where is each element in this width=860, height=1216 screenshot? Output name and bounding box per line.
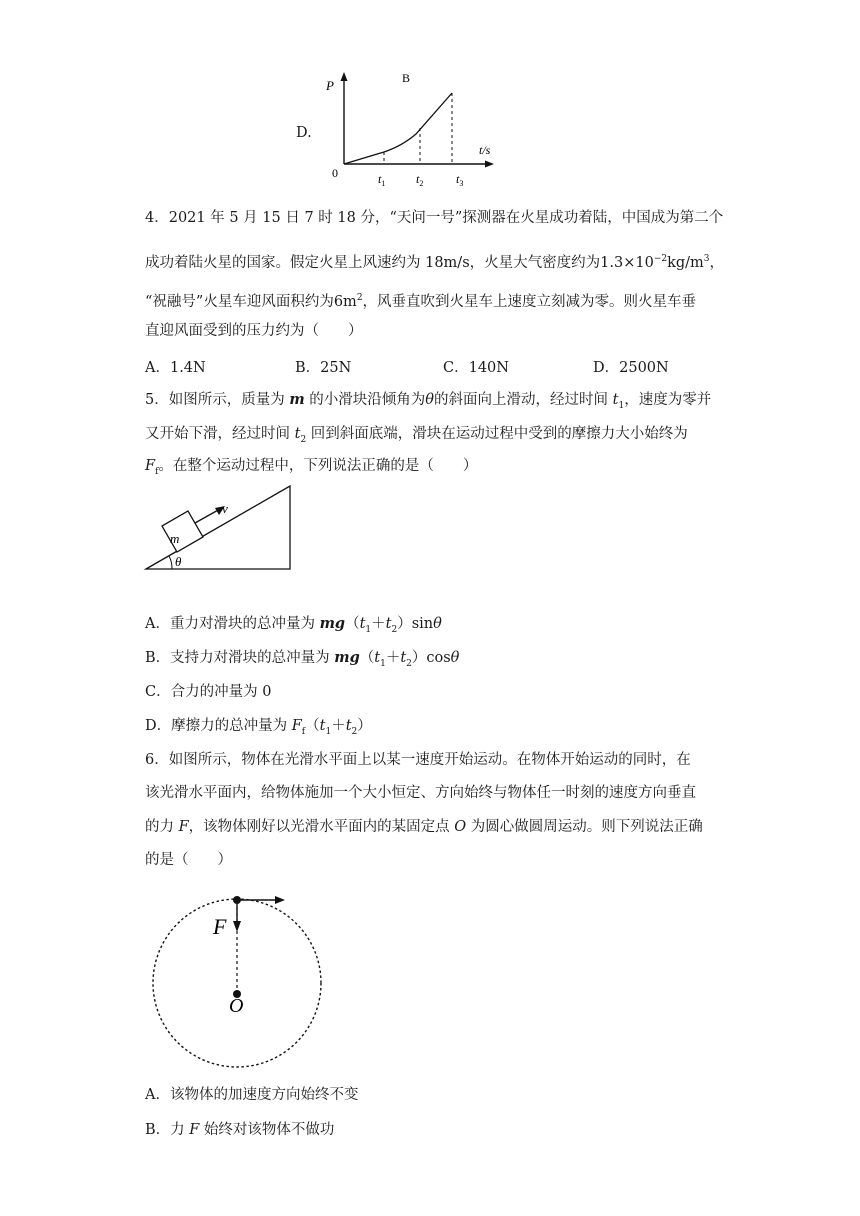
origin-label: 0 — [332, 166, 338, 180]
center-label: O — [229, 995, 244, 1017]
power-time-graph — [320, 66, 510, 194]
power-curve — [344, 93, 452, 164]
density-value: 1.3×10 — [600, 254, 654, 271]
moving-object — [233, 896, 241, 904]
q6-option-a: A．该物体的加速度方向始终不变 — [145, 1087, 359, 1103]
angle-label: θ — [175, 554, 182, 569]
q4-option-c: C．140N — [443, 360, 509, 376]
tick-t1: $t_1$ — [378, 172, 386, 188]
q6-line-2: 该光滑水平面内，给物体施加一个大小恒定、方向始终与物体任一时刻的速度方向垂直 — [145, 785, 696, 801]
q5-option-c: C．合力的冲量为 0 — [145, 684, 272, 700]
option-d-label: D. — [296, 125, 312, 141]
q4-line-2: 成功着陆火星的国家。假定火星上风速约为 18m/s，火星大气密度约为$1.3\times 10^{-2}kg/m^3$， — [145, 254, 725, 271]
y-axis-label: P — [326, 78, 334, 93]
q4-option-d: D．2500N — [593, 360, 669, 376]
tick-t2: $t_2$ — [416, 172, 424, 188]
q4-option-b: B．25N — [295, 360, 352, 376]
q4-line-4: 直迎风面受到的压力约为（ ） — [145, 323, 363, 339]
q4-options — [145, 356, 745, 378]
q6-line-3: 的力 F，该物体刚好以光滑水平面内的某固定点 O 为圆心做圆周运动。则下列说法正确 — [145, 819, 703, 835]
q5-option-b: B．支持力对滑块的总冲量为 $mg(t_1+t_2)\cos\theta$ — [145, 649, 460, 669]
q5-line-3: $F_f$。在整个运动过程中，下列说法正确的是（ ） — [145, 458, 478, 477]
force-label: F — [213, 914, 227, 939]
velocity-label: v — [222, 501, 228, 516]
q4-line-3: “祝融号”火星车迎风面积约为$6m^2$，风垂直吹到火星车上速度立刻减为零。则火星车垂 — [145, 293, 697, 310]
tick-t3: $t_3$ — [456, 172, 464, 188]
q4-line-1: 4．2021 年 5 月 15 日 7 时 18 分，“天问一号”探测器在火星成功着陆，中国成为第二个 — [145, 210, 724, 226]
q5-line-1: 5．如图所示，质量为 m 的小滑块沿倾角为θ的斜面向上滑动，经过时间 $t_1$，速度为零并 — [145, 391, 712, 411]
block-label: m — [170, 531, 180, 546]
x-axis-label: t/s — [479, 143, 491, 157]
graph-letter: B — [402, 71, 411, 85]
q5-line-2: 又开始下滑，经过时间 $t_2$ 回到斜面底端，滑块在运动过程中受到的摩擦力大小始终为 — [145, 426, 688, 445]
q5-option-d: D．摩擦力的总冲量为 $F_f(t_1+t_2)$ — [145, 718, 372, 737]
q5-option-a: A．重力对滑块的总冲量为 $mg(t_1+t_2)\sin\theta$ — [145, 615, 442, 635]
q4-option-a: A．1.4N — [145, 360, 206, 376]
area-value: 6m — [333, 293, 357, 310]
circular-motion-figure — [145, 888, 335, 1078]
q6-option-b: B．力 F 始终对该物体不做功 — [145, 1122, 335, 1138]
q6-line-1: 6．如图所示，物体在光滑水平面上以某一速度开始运动。在物体开始运动的同时，在 — [145, 752, 691, 768]
incline-figure — [140, 480, 300, 575]
q6-line-4: 的是（ ） — [145, 852, 232, 868]
sliding-block — [162, 511, 203, 552]
